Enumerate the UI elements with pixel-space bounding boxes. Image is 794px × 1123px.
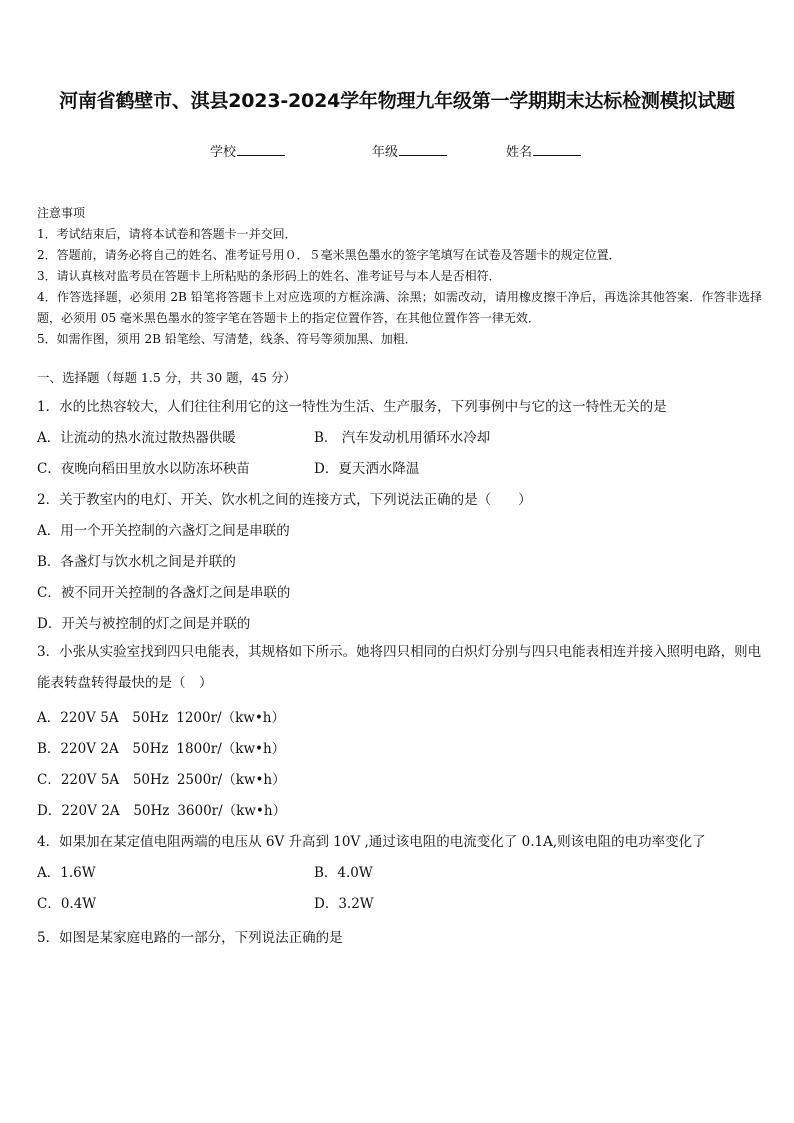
question-4-option-b: B．4.0W xyxy=(314,865,373,881)
school-label: 学校 xyxy=(210,145,237,160)
option-current: 2A xyxy=(100,741,119,757)
name-blank xyxy=(533,143,581,156)
grade-blank xyxy=(399,143,447,156)
option-frequency: 50Hz xyxy=(132,772,169,788)
question-3-stem: 3．小张从实验室找到四只电能表，其规格如下所示。她将四只相同的白炽灯分别与四只电能表相连并接入照明电路，则电能表转盘转得最快的是（ ） xyxy=(37,644,762,691)
question-3-option-c xyxy=(37,768,286,788)
grade-label: 年级 xyxy=(372,145,399,160)
question-1-option-c: C．夜晚向稻田里放水以防冻坏秧苗 xyxy=(37,461,250,477)
school-field xyxy=(210,141,285,160)
option-frequency: 50Hz xyxy=(132,710,169,726)
note-item: 5．如需作图，须用 2B 铅笔绘、写清楚，线条、符号等须加黑、加粗． xyxy=(37,332,417,346)
option-voltage: 220V xyxy=(60,741,96,757)
question-1-option-a: A．让流动的热水流过散热器供暖 xyxy=(37,430,236,446)
option-revolutions: 1800r/（kw•h） xyxy=(176,741,286,757)
notes-block xyxy=(37,203,762,350)
name-label: 姓名 xyxy=(506,145,533,160)
school-blank xyxy=(237,143,285,156)
question-2-stem: 2．关于教室内的电灯、开关、饮水机之间的连接方式，下列说法正确的是（ ） xyxy=(37,492,532,508)
option-letter: D． xyxy=(37,803,62,819)
option-current: 5A xyxy=(100,710,119,726)
question-4-stem: 4．如果加在某定值电阻两端的电压从 6V 升高到 10V ,通过该电阻的电流变化了 0.1A,则该电阻的电功率变化了 xyxy=(37,834,706,850)
option-voltage: 220V xyxy=(60,772,97,788)
grade-field xyxy=(372,141,447,160)
option-letter: B． xyxy=(37,741,61,757)
question-1-option-b: B． 汽车发动机用循环水冷却 xyxy=(314,430,491,446)
note-item: 3．请认真核对监考员在答题卡上所粘贴的条形码上的姓名、准考证号与本人是否相符． xyxy=(37,269,501,283)
note-item: 2．答题前，请务必将自己的姓名、准考证号用０．５毫米黑色墨水的签字笔填写在试卷及答题卡的规定位置． xyxy=(37,248,621,262)
question-1-stem: 1．水的比热容较大，人们往往利用它的这一特性为生活、生产服务，下列事例中与它的这一特性无关的是 xyxy=(37,399,667,415)
option-revolutions: 2500r/（kw•h） xyxy=(176,772,286,788)
option-frequency: 50Hz xyxy=(133,803,170,819)
question-3-option-d xyxy=(37,799,286,819)
option-letter: C． xyxy=(37,772,61,788)
option-voltage: 220V xyxy=(60,710,96,726)
question-3-option-b xyxy=(37,737,285,757)
question-2-option-d: D．开关与被控制的灯之间是并联的 xyxy=(37,616,251,632)
question-1-option-d: D．夏天洒水降温 xyxy=(314,461,420,477)
name-field xyxy=(506,141,581,160)
notes-heading: 注意事项 xyxy=(37,206,86,220)
question-2-option-a: A．用一个开关控制的六盏灯之间是串联的 xyxy=(37,523,290,539)
option-current: 2A xyxy=(101,803,120,819)
note-item: 1．考试结束后，请将本试卷和答题卡一并交回． xyxy=(37,227,297,241)
option-revolutions: 1200r/（kw•h） xyxy=(176,710,286,726)
option-revolutions: 3600r/（kw•h） xyxy=(177,803,287,819)
section-heading: 一、选择题（每题 1.5 分，共 30 题，45 分） xyxy=(37,370,297,385)
question-2-option-b: B．各盏灯与饮水机之间是并联的 xyxy=(37,554,236,570)
question-2-option-c: C．被不同开关控制的各盏灯之间是串联的 xyxy=(37,585,291,601)
question-4-option-d: D．3.2W xyxy=(314,896,374,912)
option-frequency: 50Hz xyxy=(132,741,169,757)
option-current: 5A xyxy=(100,772,120,788)
question-3-option-a xyxy=(37,706,285,726)
question-4-option-c: C．0.4W xyxy=(37,896,97,912)
option-letter: A． xyxy=(37,710,61,726)
option-voltage: 220V xyxy=(61,803,97,819)
exam-title: 河南省鹤壁市、淇县2023-2024学年物理九年级第一学期期末达标检测模拟试题 xyxy=(59,90,735,112)
note-item: 4．作答选择题，必须用 2B 铅笔将答题卡上对应选项的方框涂满、涂黑；如需改动，请用橡皮擦干净后，再选涂其他答案．作答非选择题，必须用 05 毫米黑色墨水的签字笔在答题卡上的指定位置作答，在其他位置作答一律无效． xyxy=(37,290,762,325)
question-5-stem: 5．如图是某家庭电路的一部分，下列说法正确的是 xyxy=(37,930,343,946)
question-4-option-a: A．1.6W xyxy=(37,865,96,881)
